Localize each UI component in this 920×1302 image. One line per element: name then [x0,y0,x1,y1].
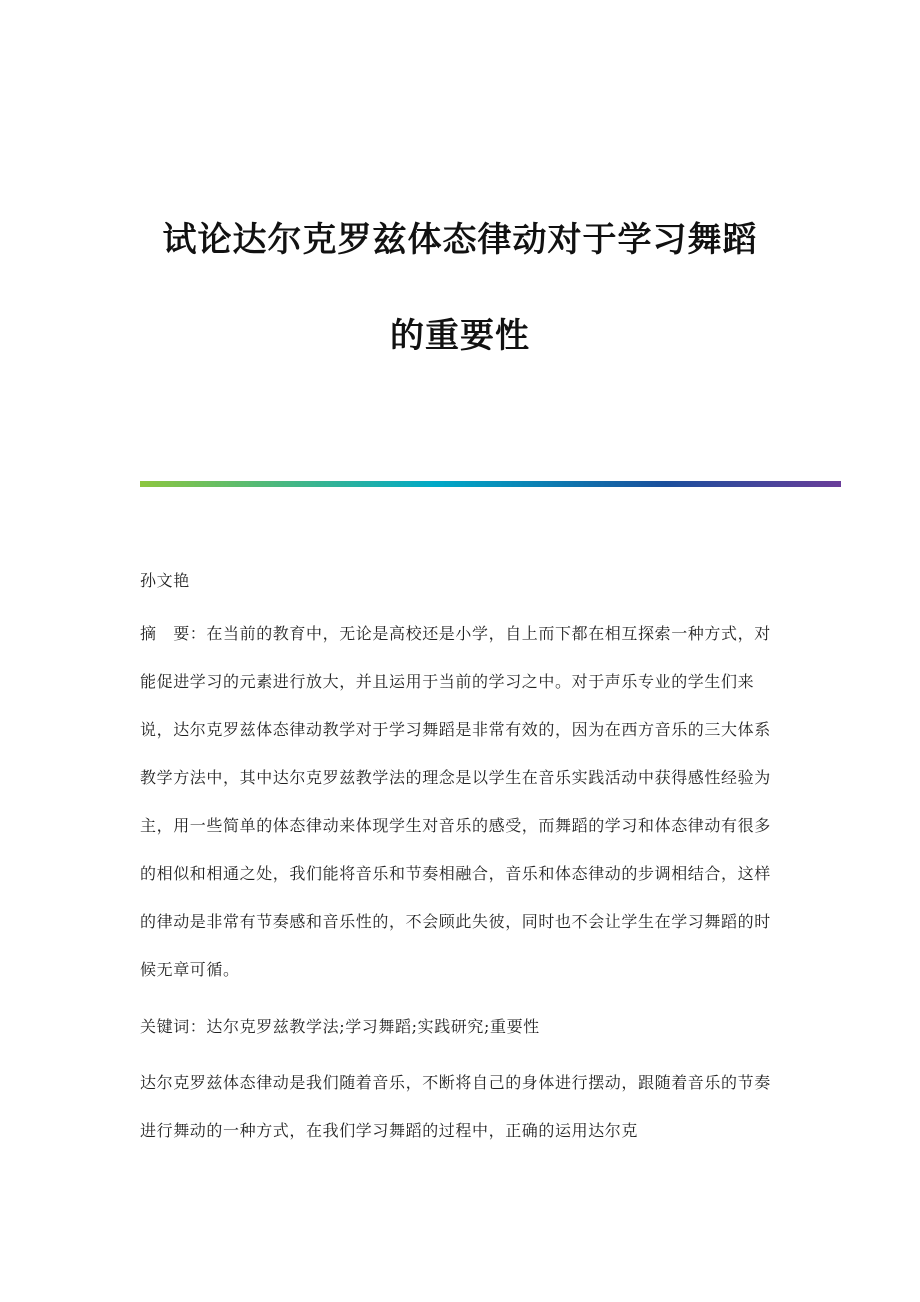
author-name: 孙文艳 [140,571,190,590]
document-title-line-1: 试论达尔克罗兹体态律动对于学习舞蹈 [162,220,758,260]
keywords-label: 关键词： [140,1017,207,1036]
abstract-paragraph [140,610,780,994]
abstract-label: 摘 要： [140,624,207,643]
keywords-line [140,1003,780,1051]
abstract-text: 在当前的教育中，无论是高校还是小学，自上而下都在相互探索一种方式，对能促进学习的元素进行放大，并且运用于当前的学习之中。对于声乐专业的学生们来说，达尔克罗兹体态律动教学对于学习舞蹈是非常有效的，因为在西方音乐的三大体系教学方法中，其中达尔克罗兹教学法的理念是以学生在音乐实践活动中获得感性经验为主，用一些简单的体态律动来体现学生对音乐的感受，而舞蹈的学习和体态律动有很多的相似和相通之处，我们能将音乐和节奏相融合，音乐和体态律动的步调相结合，这样的律动是非常有节奏感和音乐性的，不会顾此失彼，同时也不会让学生在学习舞蹈的时候无章可循。 [140,624,771,979]
body-paragraph: 达尔克罗兹体态律动是我们随着音乐，不断将自己的身体进行摆动，跟随着音乐的节奏进行舞动的一种方式，在我们学习舞蹈的过程中，正确的运用达尔克 [140,1073,771,1140]
document-title-line-2: 的重要性 [390,316,530,356]
keywords-text: 达尔克罗兹教学法;学习舞蹈;实践研究;重要性 [206,1017,540,1036]
title-divider [140,481,841,487]
